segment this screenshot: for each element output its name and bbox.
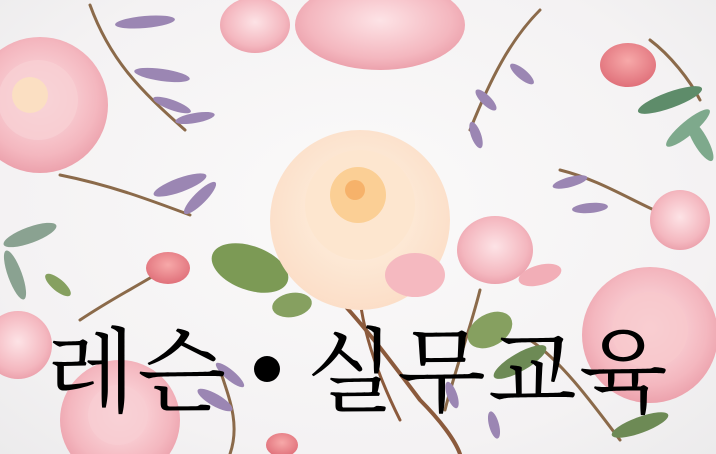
bullet-separator-icon bbox=[254, 356, 280, 382]
banner-caption bbox=[0, 300, 716, 430]
rose-top-center bbox=[220, 0, 465, 70]
rose-center-peach bbox=[270, 130, 450, 310]
caption-text-lesson: 레슨 bbox=[46, 319, 229, 426]
caption-text-practical-education: 실무교육 bbox=[306, 319, 670, 426]
rose-bud-center-right bbox=[457, 216, 564, 290]
rose-top-left bbox=[0, 37, 108, 173]
